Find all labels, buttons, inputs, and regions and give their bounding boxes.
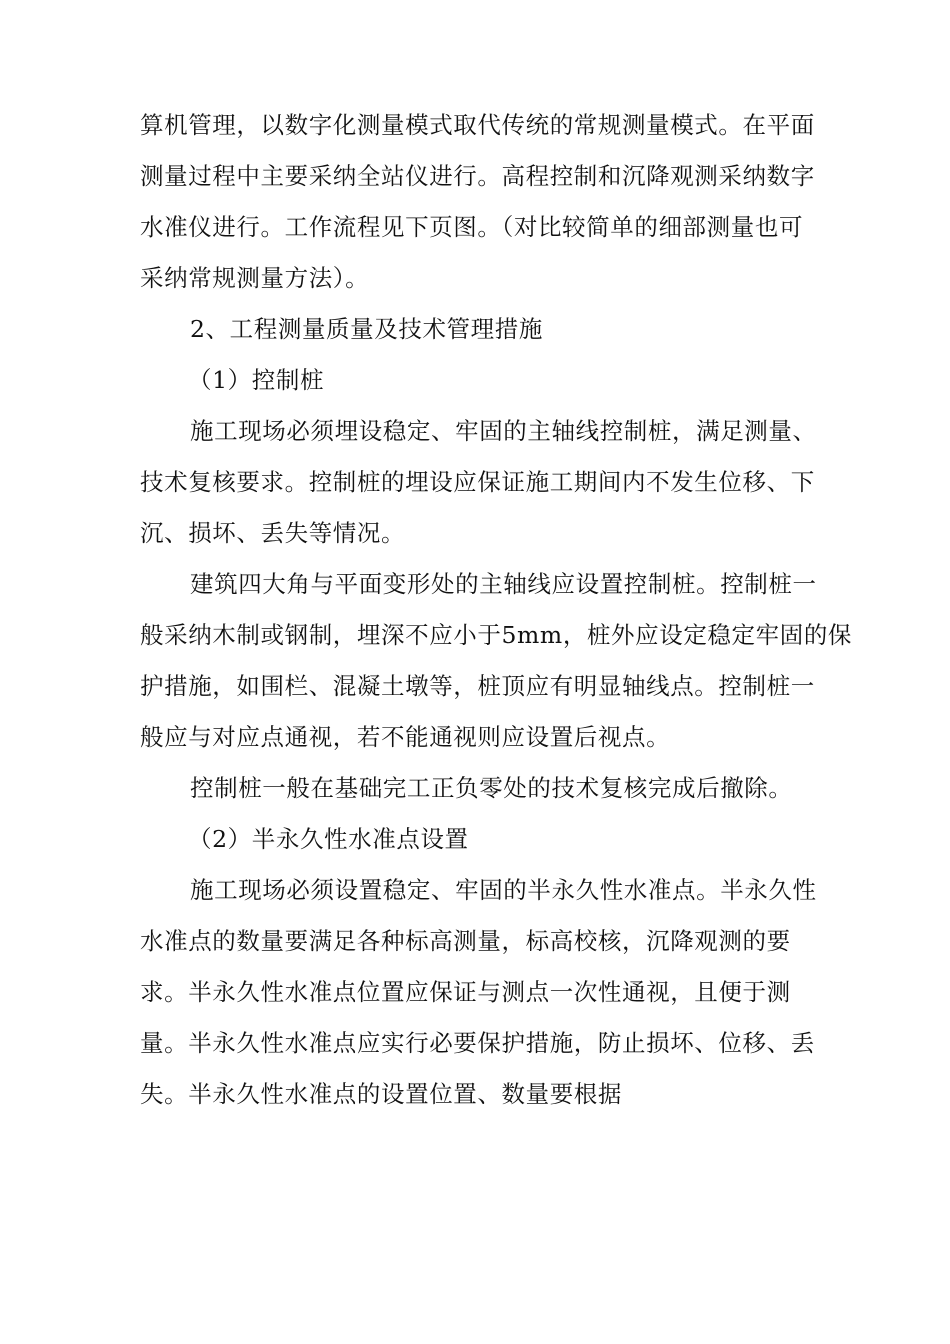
body-line-4: 采纳常规测量方法）。 — [140, 264, 370, 292]
body-line-9: 沉、损坏、丢失等情况。 — [140, 519, 406, 547]
body-line-19: 量。半永久性水准点应实行必要保护措施，防止损坏、位移、丢 — [140, 1029, 815, 1057]
body-line-12: 护措施，如围栏、混凝土墩等，桩顶应有明显轴线点。控制桩一 — [140, 672, 815, 700]
body-line-3: 水准仪进行。工作流程见下页图。（对比较简单的细部测量也可 — [140, 213, 804, 241]
body-line-20: 失。半永久性水准点的设置位置、数量要根据 — [140, 1080, 622, 1108]
subsection-heading-control-pile: （1）控制桩 — [188, 366, 325, 394]
section-heading: 2、工程测量质量及技术管理措施 — [190, 315, 543, 343]
body-line-2: 测量过程中主要采纳全站仪进行。高程控制和沉降观测采纳数字 — [140, 162, 815, 190]
body-line-17: 水准点的数量要满足各种标高测量，标高校核，沉降观测的要 — [140, 927, 791, 955]
body-line-7: 施工现场必须埋设稳定、牢固的主轴线控制桩，满足测量、 — [190, 417, 817, 445]
body-line-16: 施工现场必须设置稳定、牢固的半永久性水准点。半永久性 — [190, 876, 817, 904]
subsection-heading-benchmark: （2）半永久性水准点设置 — [188, 825, 469, 853]
body-line-11: 般采纳木制或钢制，埋深不应小于5mm，桩外应设定稳定牢固的保 — [140, 621, 853, 649]
body-line-10: 建筑四大角与平面变形处的主轴线应设置控制桩。控制桩一 — [190, 570, 817, 598]
body-line-14: 控制桩一般在基础完工正负零处的技术复核完成后撤除。 — [190, 774, 793, 802]
body-line-13: 般应与对应点通视，若不能通视则应设置后视点。 — [140, 723, 671, 751]
body-line-8: 技术复核要求。控制桩的埋设应保证施工期间内不发生位移、下 — [140, 468, 815, 496]
body-line-1: 算机管理，以数字化测量模式取代传统的常规测量模式。在平面 — [140, 111, 815, 139]
body-line-18: 求。半永久性水准点位置应保证与测点一次性通视，且便于测 — [140, 978, 791, 1006]
document-page — [140, 100, 853, 1120]
